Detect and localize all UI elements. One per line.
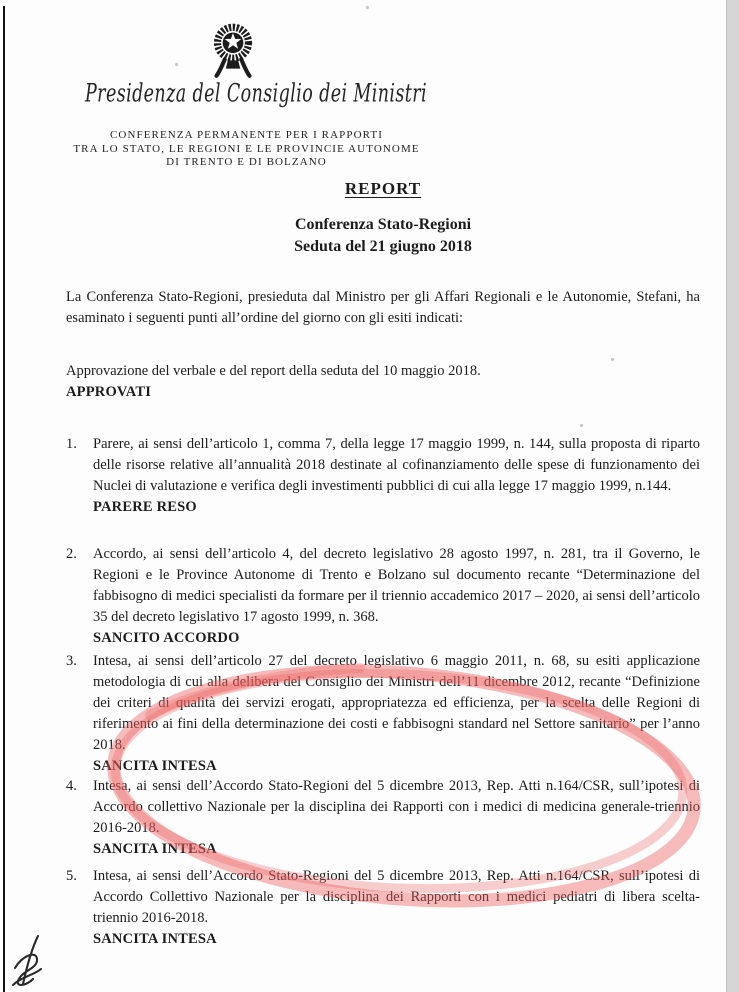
presidency-script-title: Presidenza del Consiglio dei Ministri <box>85 80 427 109</box>
item-text: Accordo, ai sensi dell’articolo 4, del decreto legislativo 28 agosto 1997, n. 281, tra il Governo, le Regioni e le Province Autonome di Trento e Bolzano sul documento recante “Determinazione del fabbisogno di medici specialisti da formare per il triennio accademico 2017 – 2020, ai sensi dell’articolo 35 del decreto legislativo 17 agosto 1999, n. 368. <box>93 546 700 625</box>
subtitle-line: Seduta del 21 giugno 2018 <box>294 238 472 255</box>
item-result: SANCITA INTESA <box>93 758 217 774</box>
item-text: Intesa, ai sensi dell’Accordo Stato-Regioni del 5 dicembre 2013, Rep. Atti n.164/CSR, sull’ipotesi di Accordo Collettivo Nazionale per la disciplina dei Rapporti con i medici pediatri di libera scelta-triennio 2016-2018. <box>93 868 700 926</box>
item-text: Intesa, ai sensi dell’articolo 27 del decreto legislativo 6 maggio 2011, n. 68, su esiti applicazione metodologia di cui alla delibera del Consiglio dei Ministri dell’11 dicembre 2012, recante “Definizione dei criteri di qualità dei servizi erogati, appropriatezza ed efficienza, per la scelta delle Regioni di riferimento ai fini della determinazione dei costi e fabbisogni standard nel Settore sanitario” per l’anno 2018. <box>93 653 700 753</box>
scan-left-edge-line <box>3 6 5 992</box>
org-line: CONFERENZA PERMANENTE PER I RAPPORTI <box>109 129 384 141</box>
scan-right-edge-shadow <box>726 0 739 992</box>
conference-org-name <box>44 129 449 170</box>
item-result: SANCITA INTESA <box>93 841 217 857</box>
item-result: SANCITO ACCORDO <box>93 630 240 646</box>
scan-speck <box>580 424 583 427</box>
item-number: 5. <box>66 868 77 884</box>
handwritten-initials <box>8 932 52 992</box>
item-number: 3. <box>66 653 77 669</box>
scan-speck <box>366 6 369 9</box>
intro-paragraph: La Conferenza Stato-Regioni, presieduta dal Ministro per gli Affari Regionali e le Autonomie, Stefani, ha esaminato i seguenti punti all’ordine del giorno con gli esiti indicati: <box>66 289 700 326</box>
approval-block <box>66 361 700 403</box>
item-number: 2. <box>66 546 77 562</box>
agenda-item <box>66 544 700 649</box>
item-text: Intesa, ai sensi dell’Accordo Stato-Regioni del 5 dicembre 2013, Rep. Atti n.164/CSR, sull’ipotesi di Accordo collettivo Nazionale per la disciplina dei Rapporti con i medici di medicina generale-triennio 2016-2018. <box>93 778 700 836</box>
agenda-item <box>66 434 700 518</box>
report-title: REPORT <box>344 179 422 198</box>
item-result: SANCITA INTESA <box>93 931 217 947</box>
item-result: PARERE RESO <box>93 499 197 515</box>
state-emblem-icon <box>208 18 258 82</box>
agenda-item <box>66 651 700 777</box>
subtitle-line: Conferenza Stato-Regioni <box>294 216 472 233</box>
item-number: 1. <box>66 436 77 452</box>
approval-result: APPROVATI <box>66 384 152 400</box>
org-line: DI TRENTO E DI BOLZANO <box>166 156 327 168</box>
agenda-item <box>66 866 700 950</box>
item-text: Parere, ai sensi dell’articolo 1, comma 7, della legge 17 maggio 1999, n. 144, sulla proposta di riparto delle risorse relative all’annualità 2018 destinate al cofinanziamento delle spese di funzionamento dei Nuclei di valutazione e verifica degli investimenti pubblici di cui alla legge 17 maggio 1999, n.144. <box>93 436 700 494</box>
agenda-item-circled <box>66 776 700 860</box>
session-subtitle <box>66 214 700 258</box>
item-number: 4. <box>66 778 77 794</box>
scan-speck <box>175 63 178 66</box>
org-line: TRA LO STATO, LE REGIONI E LE PROVINCIE AUTONOME <box>73 142 420 155</box>
approval-line: Approvazione del verbale e del report della seduta del 10 maggio 2018. <box>66 363 481 379</box>
